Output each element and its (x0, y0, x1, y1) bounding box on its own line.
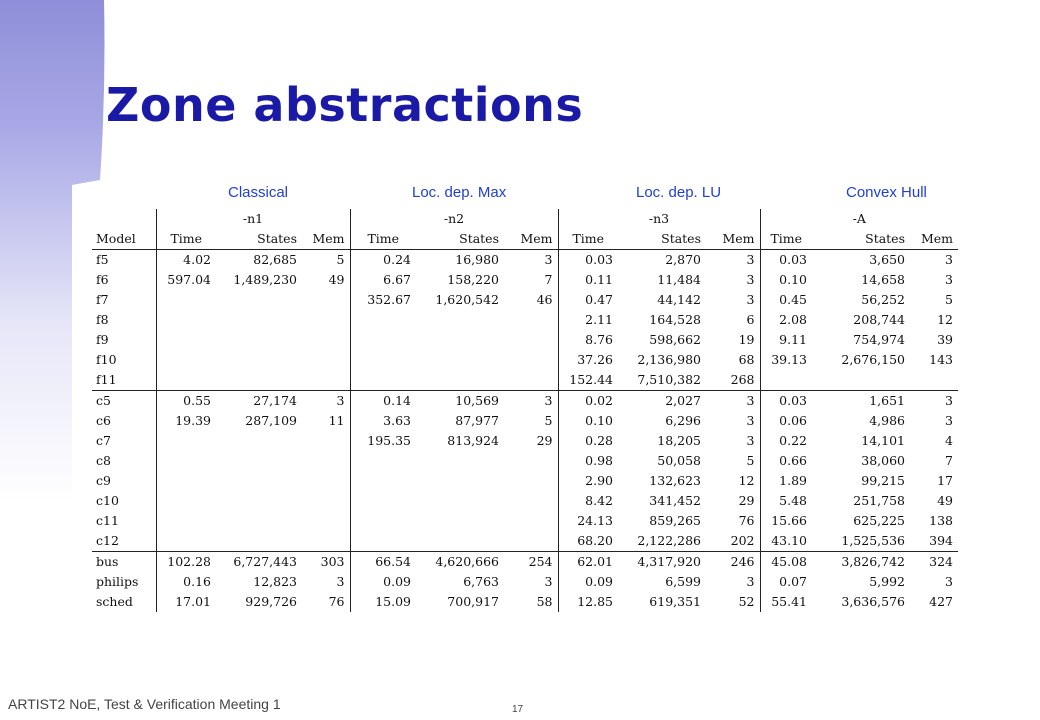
value-cell: 76 (738, 513, 755, 528)
value-cell (350, 370, 416, 391)
value-cell: 45.08 (760, 552, 812, 573)
value-cell: 2,027 (618, 391, 706, 412)
header-states: States (812, 229, 910, 250)
value-cell: 6 (746, 312, 755, 327)
group-header-row (92, 209, 958, 229)
model-name-cell: c12 (96, 533, 119, 548)
header-model: Model (92, 229, 156, 250)
value-cell (302, 330, 350, 350)
table-row (92, 511, 958, 531)
model-name-cell: c7 (96, 433, 111, 448)
value-cell: 929,726 (245, 594, 297, 609)
value-cell: 1,620,542 (435, 292, 499, 307)
value-cell (350, 471, 416, 491)
value-cell: 4 (945, 433, 953, 448)
value-cell: 394 (929, 533, 953, 548)
value-cell: 1,489,230 (233, 272, 297, 287)
value-cell: 3,636,576 (841, 594, 905, 609)
column-label-loc-dep-lu: Loc. dep. LU (636, 184, 722, 201)
value-cell (156, 491, 216, 511)
value-cell: 19 (738, 332, 755, 347)
value-cell: 3 (746, 413, 755, 428)
value-cell: 2,676,150 (841, 352, 905, 367)
value-cell: 7,510,382 (637, 372, 701, 387)
value-cell: 341,452 (649, 493, 701, 508)
value-cell (416, 330, 504, 350)
model-name-cell: c5 (92, 391, 156, 412)
value-cell (302, 310, 350, 330)
value-cell: 324 (910, 552, 958, 573)
table-body (92, 250, 958, 613)
value-cell: 12 (738, 473, 755, 488)
model-name-cell: philips (96, 574, 139, 589)
header-mem: Mem (910, 229, 958, 250)
value-cell: 14,658 (861, 272, 905, 287)
value-cell: 3 (746, 433, 755, 448)
value-cell (216, 370, 302, 391)
value-cell: 39 (937, 332, 953, 347)
results-table (92, 209, 958, 612)
value-cell: 76 (328, 594, 345, 609)
value-cell (350, 330, 416, 350)
value-cell: 5 (336, 252, 345, 267)
table-row (92, 270, 958, 290)
value-cell: 0.14 (350, 391, 416, 412)
value-cell (350, 531, 416, 552)
value-cell: 49 (937, 493, 953, 508)
value-cell: 0.09 (558, 572, 618, 592)
value-cell: 0.24 (350, 250, 416, 271)
value-cell: 0.03 (558, 250, 618, 271)
value-cell: 66.54 (350, 552, 416, 573)
value-cell (302, 471, 350, 491)
value-cell (302, 511, 350, 531)
value-cell (350, 511, 416, 531)
value-cell: 18,205 (657, 433, 701, 448)
value-cell: 2.90 (558, 471, 618, 491)
header-time: Time (156, 229, 216, 250)
value-cell: 0.66 (760, 451, 812, 471)
value-cell: 2.08 (760, 310, 812, 330)
value-cell: 6,296 (665, 413, 701, 428)
value-cell (504, 451, 558, 471)
value-cell: 4,317,920 (618, 552, 706, 573)
value-cell: 8.42 (558, 491, 618, 511)
value-cell: 4.02 (156, 250, 216, 271)
value-cell: 3 (302, 391, 350, 412)
value-cell: 5 (945, 292, 953, 307)
value-cell: 195.35 (350, 431, 416, 451)
value-cell: 2,870 (665, 252, 701, 267)
value-cell: 52 (738, 594, 755, 609)
value-cell: 246 (706, 552, 760, 573)
value-cell: 5 (544, 413, 553, 428)
value-cell: 143 (929, 352, 953, 367)
value-cell: 2,136,980 (637, 352, 701, 367)
value-cell: 11,484 (657, 272, 701, 287)
value-cell: 3 (544, 574, 553, 589)
value-cell (216, 491, 302, 511)
column-label-convex-hull: Convex Hull (846, 184, 927, 201)
value-cell: 208,744 (853, 312, 905, 327)
sub-header-row (92, 229, 958, 250)
value-cell (156, 471, 216, 491)
table-row (92, 350, 958, 370)
value-cell: 17 (937, 473, 953, 488)
value-cell (416, 491, 504, 511)
value-cell (302, 350, 350, 370)
value-cell: 152.44 (558, 370, 618, 391)
table-row (92, 330, 958, 350)
value-cell: 598,662 (649, 332, 701, 347)
value-cell: 3 (910, 391, 958, 412)
value-cell: 0.16 (156, 572, 216, 592)
model-name-cell: f7 (96, 292, 109, 307)
value-cell: 50,058 (657, 453, 701, 468)
table-row (92, 310, 958, 330)
value-cell: 3 (504, 391, 558, 412)
value-cell: 0.02 (558, 391, 618, 412)
table-row (92, 491, 958, 511)
value-cell: 6,763 (463, 574, 499, 589)
value-cell: 87,977 (455, 413, 499, 428)
model-name-cell: c8 (96, 453, 111, 468)
value-cell: 99,215 (861, 473, 905, 488)
value-cell: 0.22 (760, 431, 812, 451)
value-cell (302, 491, 350, 511)
value-cell (156, 330, 216, 350)
value-cell (156, 431, 216, 451)
value-cell (156, 350, 216, 370)
value-cell (416, 350, 504, 370)
value-cell: 0.06 (760, 411, 812, 431)
value-cell: 251,758 (853, 493, 905, 508)
value-cell (302, 531, 350, 552)
value-cell: 3 (544, 252, 553, 267)
value-cell: 9.11 (760, 330, 812, 350)
value-cell: 11 (328, 413, 345, 428)
value-cell: 58 (536, 594, 553, 609)
value-cell: 5.48 (760, 491, 812, 511)
value-cell: 3 (336, 574, 345, 589)
value-cell: 0.45 (760, 290, 812, 310)
value-cell: 8.76 (558, 330, 618, 350)
value-cell: 46 (536, 292, 553, 307)
model-name-cell: c6 (96, 413, 111, 428)
group-header-blank (92, 209, 156, 229)
header-states: States (618, 229, 706, 250)
value-cell: 303 (302, 552, 350, 573)
table-row (92, 250, 958, 271)
value-cell: 4,986 (869, 413, 905, 428)
value-cell: 202 (730, 533, 755, 548)
value-cell: 3 (945, 272, 953, 287)
model-name-cell: c9 (96, 473, 111, 488)
table-row (92, 290, 958, 310)
value-cell: 12.85 (558, 592, 618, 612)
value-cell (504, 370, 558, 391)
value-cell: 3 (746, 574, 755, 589)
value-cell (350, 451, 416, 471)
value-cell: 16,980 (455, 252, 499, 267)
value-cell: 254 (504, 552, 558, 573)
value-cell: 1,525,536 (841, 533, 905, 548)
value-cell (812, 370, 910, 391)
value-cell: 3 (706, 391, 760, 412)
value-cell: 68 (738, 352, 755, 367)
table-row (92, 411, 958, 431)
header-mem: Mem (706, 229, 760, 250)
value-cell: 352.67 (350, 290, 416, 310)
value-cell: 44,142 (657, 292, 701, 307)
value-cell (216, 531, 302, 552)
value-cell: 158,220 (447, 272, 499, 287)
value-cell (216, 471, 302, 491)
value-cell: 0.28 (558, 431, 618, 451)
value-cell: 7 (544, 272, 553, 287)
value-cell: 49 (328, 272, 345, 287)
column-label-classical: Classical (228, 184, 289, 201)
value-cell (216, 310, 302, 330)
header-mem: Mem (302, 229, 350, 250)
value-cell: 17.01 (156, 592, 216, 612)
group-header-n3: -n3 (558, 209, 760, 229)
value-cell (156, 511, 216, 531)
header-time: Time (350, 229, 416, 250)
value-cell: 12 (937, 312, 953, 327)
value-cell: 29 (536, 433, 553, 448)
value-cell: 3,650 (869, 252, 905, 267)
value-cell: 6,727,443 (216, 552, 302, 573)
header-states: States (216, 229, 302, 250)
value-cell (504, 511, 558, 531)
value-cell: 29 (738, 493, 755, 508)
value-cell: 43.10 (760, 531, 812, 552)
value-cell: 164,528 (649, 312, 701, 327)
model-name-cell: f10 (96, 352, 117, 367)
value-cell: 859,265 (649, 513, 701, 528)
value-cell: 55.41 (760, 592, 812, 612)
value-cell: 0.98 (558, 451, 618, 471)
table-row (92, 552, 958, 573)
model-name-cell: f5 (96, 252, 109, 267)
value-cell: 813,924 (447, 433, 499, 448)
value-cell: 4,620,666 (416, 552, 504, 573)
value-cell: 0.03 (760, 391, 812, 412)
value-cell: 38,060 (861, 453, 905, 468)
value-cell: 62.01 (558, 552, 618, 573)
table-row (92, 572, 958, 592)
slide-title: Zone abstractions (106, 78, 584, 132)
value-cell: 0.11 (558, 270, 618, 290)
value-cell (416, 471, 504, 491)
value-cell: 700,917 (447, 594, 499, 609)
value-cell: 82,685 (253, 252, 297, 267)
model-name-cell: f9 (96, 332, 109, 347)
value-cell: 15.66 (760, 511, 812, 531)
value-cell: 14,101 (861, 433, 905, 448)
value-cell: 3.63 (350, 411, 416, 431)
model-name-cell: c11 (96, 513, 119, 528)
table-row (92, 531, 958, 552)
value-cell (910, 370, 958, 391)
value-cell (156, 290, 216, 310)
header-states: States (416, 229, 504, 250)
page-number: 17 (512, 704, 524, 715)
value-cell: 3 (746, 272, 755, 287)
value-cell: 0.07 (760, 572, 812, 592)
value-cell: 102.28 (156, 552, 216, 573)
group-header-A: -A (760, 209, 958, 229)
group-header-n2: -n2 (350, 209, 558, 229)
value-cell: 24.13 (558, 511, 618, 531)
value-cell (416, 511, 504, 531)
value-cell: 0.10 (760, 270, 812, 290)
value-cell: 68.20 (558, 531, 618, 552)
value-cell (504, 491, 558, 511)
group-header-n1: -n1 (156, 209, 350, 229)
value-cell: 3 (945, 574, 953, 589)
value-cell: 5,992 (869, 574, 905, 589)
value-cell (760, 370, 812, 391)
value-cell (504, 310, 558, 330)
value-cell: 132,623 (649, 473, 701, 488)
value-cell: 27,174 (216, 391, 302, 412)
model-name-cell: c10 (96, 493, 119, 508)
value-cell: 138 (929, 513, 953, 528)
model-name-cell: sched (96, 594, 133, 609)
value-cell (302, 431, 350, 451)
column-label-loc-dep-max: Loc. dep. Max (412, 184, 507, 201)
header-time: Time (760, 229, 812, 250)
value-cell (156, 370, 216, 391)
value-cell: 19.39 (156, 411, 216, 431)
value-cell: 6.67 (350, 270, 416, 290)
value-cell: 287,109 (245, 413, 297, 428)
value-cell: 0.09 (350, 572, 416, 592)
value-cell: 754,974 (853, 332, 905, 347)
table-row (92, 370, 958, 391)
value-cell (216, 451, 302, 471)
value-cell (504, 350, 558, 370)
value-cell (302, 290, 350, 310)
value-cell: 10,569 (416, 391, 504, 412)
model-name-cell: f6 (96, 272, 109, 287)
value-cell (156, 451, 216, 471)
value-cell: 0.10 (558, 411, 618, 431)
value-cell: 268 (730, 372, 755, 387)
model-name-cell: bus (92, 552, 156, 573)
value-cell (416, 531, 504, 552)
table-row (92, 431, 958, 451)
value-cell (350, 310, 416, 330)
value-cell: 56,252 (861, 292, 905, 307)
value-cell: 6,599 (665, 574, 701, 589)
value-cell (156, 310, 216, 330)
value-cell: 5 (746, 453, 755, 468)
value-cell: 0.03 (760, 250, 812, 271)
value-cell: 3,826,742 (812, 552, 910, 573)
value-cell: 12,823 (253, 574, 297, 589)
value-cell (504, 531, 558, 552)
value-cell (302, 370, 350, 391)
header-mem: Mem (504, 229, 558, 250)
value-cell (216, 350, 302, 370)
header-time: Time (558, 229, 618, 250)
table-row (92, 451, 958, 471)
table-row (92, 391, 958, 412)
table-row (92, 471, 958, 491)
value-cell: 3 (945, 252, 953, 267)
value-cell: 15.09 (350, 592, 416, 612)
value-cell (350, 350, 416, 370)
value-cell (216, 431, 302, 451)
value-cell (216, 290, 302, 310)
model-name-cell: f8 (96, 312, 109, 327)
table-row (92, 592, 958, 612)
value-cell: 3 (746, 292, 755, 307)
value-cell (416, 370, 504, 391)
value-cell: 1.89 (760, 471, 812, 491)
value-cell: 37.26 (558, 350, 618, 370)
value-cell: 3 (746, 252, 755, 267)
footer-text: ARTIST2 NoE, Test & Verification Meeting 1 (8, 696, 281, 712)
value-cell: 427 (929, 594, 953, 609)
model-name-cell: f11 (96, 372, 117, 387)
value-cell: 597.04 (156, 270, 216, 290)
value-cell (416, 451, 504, 471)
value-cell (504, 330, 558, 350)
value-cell: 619,351 (649, 594, 701, 609)
value-cell: 7 (945, 453, 953, 468)
value-cell (216, 330, 302, 350)
value-cell: 3 (945, 413, 953, 428)
value-cell (416, 310, 504, 330)
value-cell (156, 531, 216, 552)
value-cell (302, 451, 350, 471)
value-cell: 0.55 (156, 391, 216, 412)
value-cell: 0.47 (558, 290, 618, 310)
value-cell (350, 491, 416, 511)
value-cell (504, 471, 558, 491)
value-cell: 1,651 (812, 391, 910, 412)
value-cell: 2,122,286 (637, 533, 701, 548)
value-cell: 39.13 (760, 350, 812, 370)
value-cell (216, 511, 302, 531)
value-cell: 625,225 (853, 513, 905, 528)
value-cell: 2.11 (558, 310, 618, 330)
